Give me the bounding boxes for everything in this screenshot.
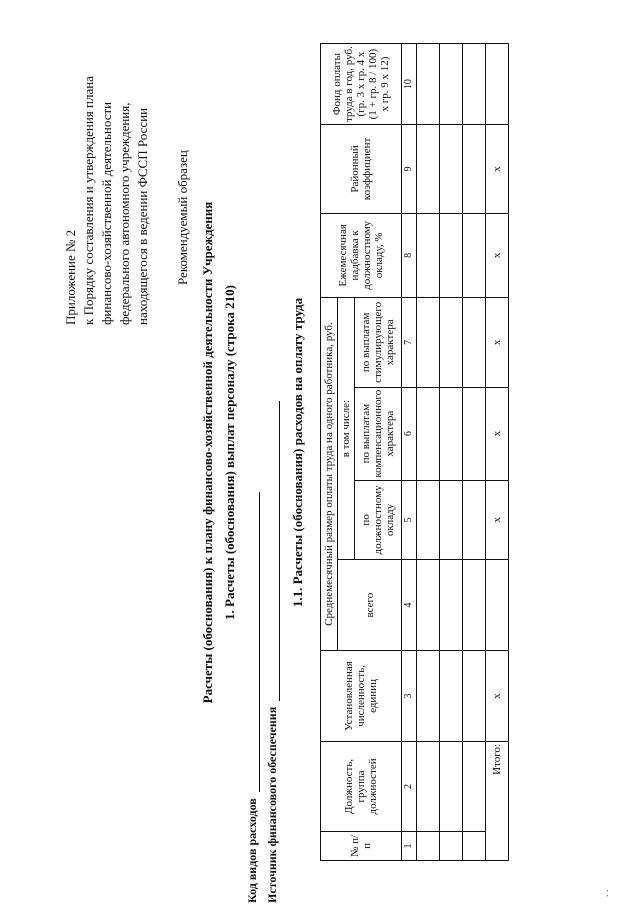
table-cell (463, 387, 486, 480)
header-cell-headcount: Установленная численность, единиц (321, 651, 402, 742)
expense-code-field (245, 492, 260, 903)
total-cell (486, 560, 509, 651)
table-cell (440, 651, 463, 742)
column-number: 10 (402, 44, 417, 125)
table-cell (417, 125, 440, 214)
header-cell-annual-fund: Фонд оплаты труда в год, руб. (гр. 3 х гр. 4 х (1 + гр. 8 / 100) х гр. 9 х 12) (321, 44, 402, 125)
total-cell: x (486, 213, 509, 297)
margin-marks: . . (600, 889, 611, 897)
table-cell (417, 44, 440, 125)
appendix-number: Приложение № 2 (63, 229, 78, 325)
total-cell: x (486, 651, 509, 742)
table-header-row (321, 44, 338, 861)
total-row (486, 44, 509, 861)
funding-source-fill-line (267, 401, 280, 701)
table-cell (440, 44, 463, 125)
table-cell (417, 560, 440, 651)
total-cell: x (486, 387, 509, 480)
table-cell (440, 560, 463, 651)
labor-costs-table (320, 43, 509, 861)
appendix-line: находящегося в ведении ФССП России (135, 107, 150, 325)
table-cell (417, 831, 440, 860)
expense-code-fill-line (247, 492, 260, 792)
header-cell-position: Должность, группа должностей (321, 741, 402, 831)
section-1-1-title: 1.1. Расчеты (обоснования) расходов на оплату труда (290, 297, 305, 608)
table-cell (440, 741, 463, 831)
table-cell (417, 480, 440, 560)
table-cell (463, 213, 486, 297)
table-row (417, 44, 440, 861)
table-cell (440, 387, 463, 480)
header-cell-number: № п/п (321, 831, 402, 860)
table-cell (463, 125, 486, 214)
total-label: Итого: (486, 741, 509, 860)
header-cell-incentive: по выплатам стимулирующего характера (355, 298, 402, 388)
header-cell-including: в том числе: (338, 298, 355, 560)
column-number: 9 (402, 125, 417, 214)
table-cell (440, 298, 463, 388)
table-cell (463, 298, 486, 388)
column-number: 6 (402, 387, 417, 480)
header-cell-base-salary: по должностному окладу (355, 480, 402, 560)
table-cell (417, 387, 440, 480)
column-number: 2 (402, 741, 417, 831)
total-cell: x (486, 480, 509, 560)
header-cell-compensation: по выплатам компенсационного характера (355, 387, 402, 480)
funding-source-label: Источник финансового обеспечения (265, 706, 279, 903)
table-cell (417, 741, 440, 831)
table-cell (417, 298, 440, 388)
header-cell-total: всего (338, 560, 402, 651)
recommended-sample-label: Рекомендуемый образец (175, 150, 190, 285)
appendix-line: финансово-хозяйственной деятельности (99, 101, 114, 325)
column-number-row (402, 44, 417, 861)
header-cell-average-salary: Среднемесячный размер оплаты труда на одного работника, руб. (321, 298, 338, 651)
table-cell (463, 651, 486, 742)
appendix-block (62, 5, 152, 325)
table-cell (440, 480, 463, 560)
appendix-line: федерального автономного учреждения, (117, 102, 132, 325)
total-cell: x (486, 298, 509, 388)
column-number: 3 (402, 651, 417, 742)
main-title: Расчеты (обоснования) к плану финансово-хозяйственной деятельности Учреждения (200, 201, 215, 704)
table-cell (440, 125, 463, 214)
header-cell-regional-coefficient: Районный коэффициент (321, 125, 402, 214)
table-cell (463, 560, 486, 651)
table-cell (417, 213, 440, 297)
table-cell (417, 651, 440, 742)
table-cell (440, 213, 463, 297)
header-cell-monthly-bonus: Ежемесячная надбавка к должностному окладу, % (321, 213, 402, 297)
appendix-line: к Порядку составления и утверждения плана (81, 76, 96, 325)
total-cell (486, 44, 509, 125)
section-1-title: 1. Расчеты (обоснования) выплат персоналу (строка 210) (222, 285, 237, 620)
column-number: 8 (402, 213, 417, 297)
column-number: 5 (402, 480, 417, 560)
column-number: 4 (402, 560, 417, 651)
table-cell (463, 44, 486, 125)
funding-source-field (265, 401, 280, 903)
table-row (463, 44, 486, 861)
table-row (440, 44, 463, 861)
table-cell (463, 831, 486, 860)
expense-code-label: Код видов расходов (245, 798, 259, 903)
table-cell (440, 831, 463, 860)
column-number: 1 (402, 831, 417, 860)
column-number: 7 (402, 298, 417, 388)
table-cell (463, 741, 486, 831)
total-cell: x (486, 125, 509, 214)
table-cell (463, 480, 486, 560)
